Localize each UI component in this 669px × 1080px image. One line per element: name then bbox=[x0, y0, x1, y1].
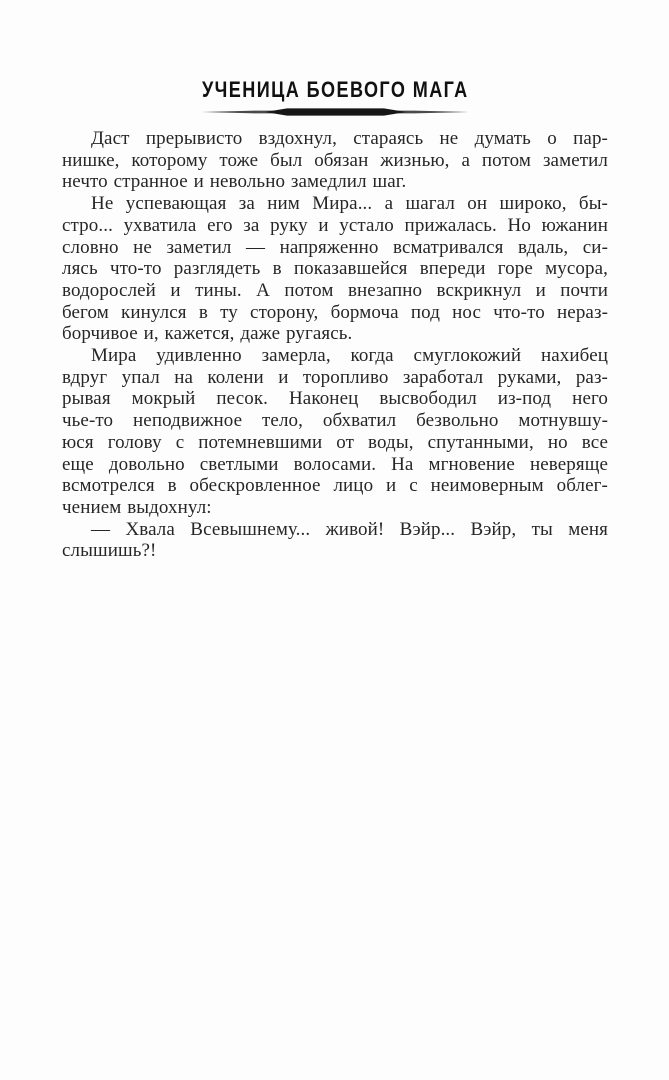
chapter-header bbox=[62, 78, 608, 117]
text-line: чением выдохнул: bbox=[62, 496, 212, 518]
text-line: чье-то неподвижное тело, обхватил безвольно мотнувшу- bbox=[62, 410, 608, 432]
paragraph bbox=[62, 193, 608, 345]
text-line: нишке, которому тоже был обязан жизнью, а потом заметил bbox=[62, 149, 608, 171]
text-line: рывая мокрый песок. Наконец высвободил из-под него bbox=[62, 388, 608, 410]
text-line: слышишь?! bbox=[62, 540, 157, 562]
text-line: — Хвала Всевышнему... живой! Вэйр... Вэйр, ты меня bbox=[91, 518, 608, 540]
text-line: водорослей и тины. А потом внезапно вскрикнул и почти bbox=[62, 279, 608, 301]
text-line: Не успевающая за ним Мира... а шагал он широко, бы- bbox=[91, 193, 608, 215]
text-line: юся голову с потемневшими от воды, спутанными, но все bbox=[62, 431, 608, 453]
chapter-title: УЧЕНИЦА БОЕВОГО МАГА bbox=[201, 78, 469, 103]
text-line: Мира удивленно замерла, когда смуглокожий нахибец bbox=[91, 345, 608, 367]
text-line: словно не заметил — напряженно всматривался вдаль, си- bbox=[62, 236, 608, 258]
text-line: борчивое и, кажется, даже ругаясь. bbox=[62, 323, 353, 345]
paragraph bbox=[62, 128, 608, 193]
text-line: всмотрелся в обескровленное лицо и с неимоверным облег- bbox=[62, 475, 608, 497]
title-divider-ornament bbox=[62, 107, 608, 117]
body-text bbox=[62, 128, 608, 562]
paragraph bbox=[62, 519, 608, 562]
text-line: стро... ухватила его за руку и устало прижалась. Но южанин bbox=[62, 214, 608, 236]
text-line: вдруг упал на колени и торопливо заработал руками, раз- bbox=[62, 366, 608, 388]
text-line: нечто странное и невольно замедлил шаг. bbox=[62, 171, 407, 193]
text-line: Даст прерывисто вздохнул, стараясь не думать о пар- bbox=[91, 128, 608, 149]
text-line: лясь что-то разглядеть в показавшейся впереди горе мусора, bbox=[62, 258, 608, 280]
paragraph bbox=[62, 345, 608, 519]
text-line: бегом кинулся в ту сторону, бормоча под нос что-то нераз- bbox=[62, 301, 608, 323]
text-line: еще довольно светлыми волосами. На мгновение неверяще bbox=[62, 453, 608, 475]
